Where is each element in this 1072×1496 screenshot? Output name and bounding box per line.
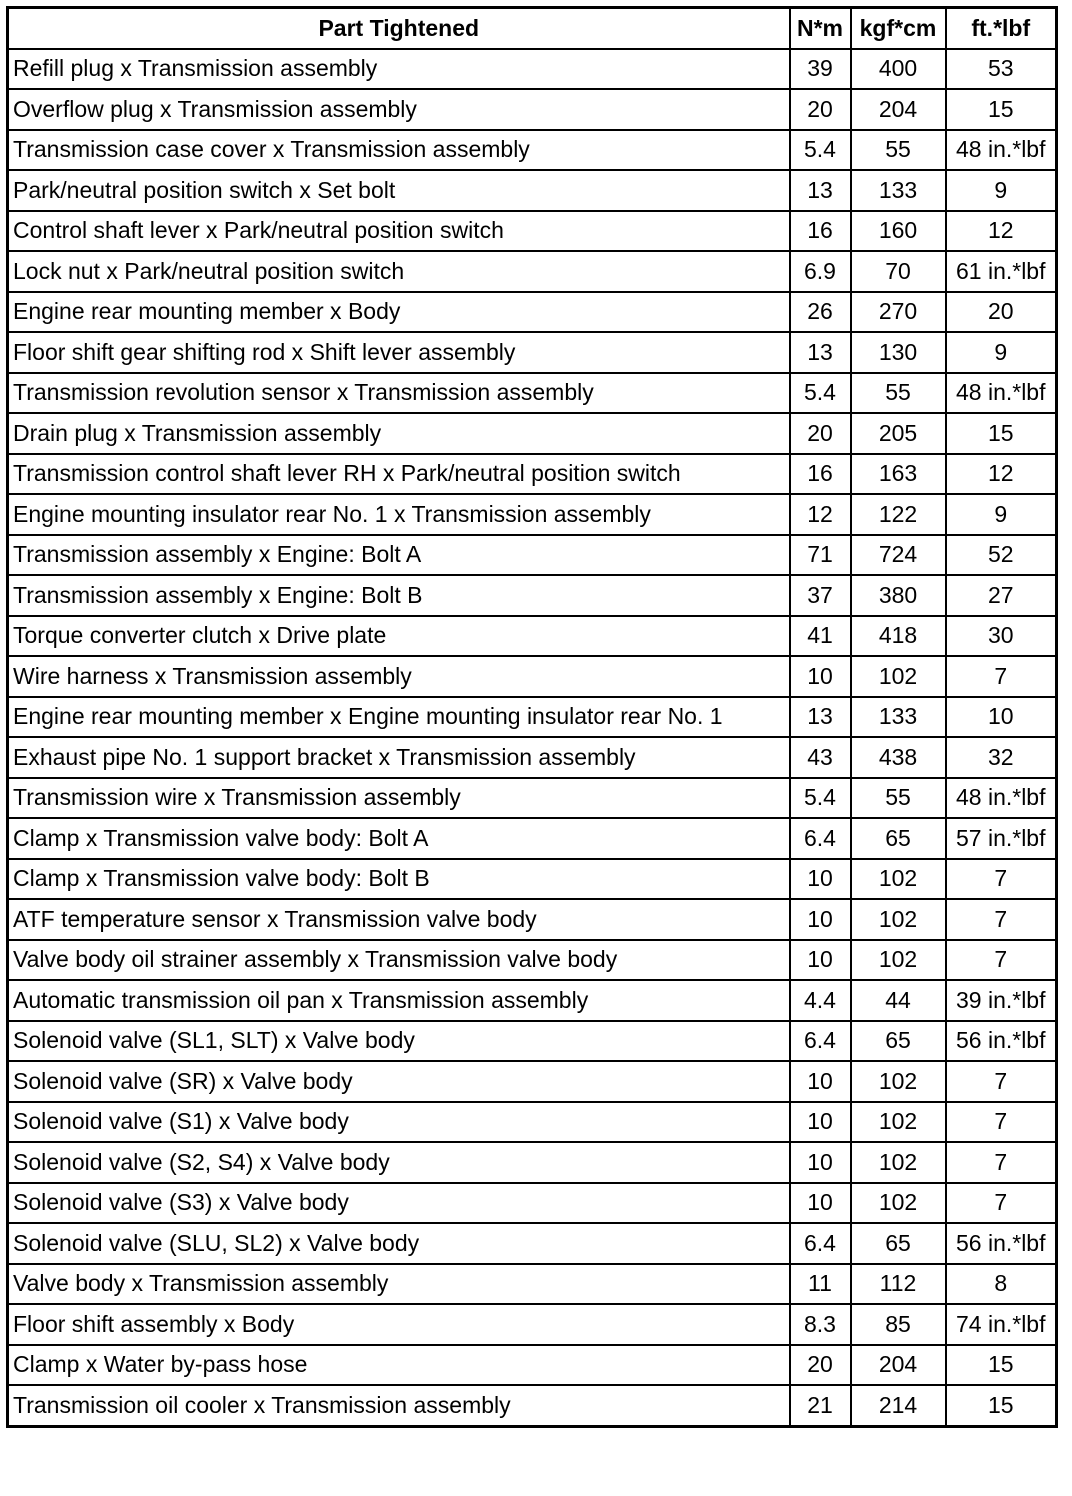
cell-kgf-cm: 102 xyxy=(851,1183,946,1224)
cell-ft-lbf: 12 xyxy=(946,454,1057,495)
cell-ft-lbf: 15 xyxy=(946,89,1057,130)
cell-ft-lbf: 32 xyxy=(946,737,1057,778)
cell-nm: 10 xyxy=(790,1183,851,1224)
cell-ft-lbf: 9 xyxy=(946,170,1057,211)
cell-kgf-cm: 65 xyxy=(851,1021,946,1062)
cell-part: Transmission assembly x Engine: Bolt A xyxy=(8,535,790,576)
table-row xyxy=(8,1304,1057,1345)
cell-part: Transmission case cover x Transmission assembly xyxy=(8,130,790,171)
cell-kgf-cm: 55 xyxy=(851,130,946,171)
cell-nm: 71 xyxy=(790,535,851,576)
cell-part: Exhaust pipe No. 1 support bracket x Transmission assembly xyxy=(8,737,790,778)
cell-ft-lbf: 8 xyxy=(946,1264,1057,1305)
table-row xyxy=(8,413,1057,454)
table-row xyxy=(8,130,1057,171)
cell-nm: 12 xyxy=(790,494,851,535)
cell-ft-lbf: 48 in.*lbf xyxy=(946,130,1057,171)
cell-nm: 10 xyxy=(790,899,851,940)
cell-ft-lbf: 61 in.*lbf xyxy=(946,251,1057,292)
cell-ft-lbf: 48 in.*lbf xyxy=(946,778,1057,819)
cell-nm: 26 xyxy=(790,292,851,333)
table-row xyxy=(8,1223,1057,1264)
cell-ft-lbf: 9 xyxy=(946,332,1057,373)
cell-nm: 6.4 xyxy=(790,818,851,859)
cell-kgf-cm: 130 xyxy=(851,332,946,373)
cell-nm: 43 xyxy=(790,737,851,778)
table-row xyxy=(8,535,1057,576)
cell-kgf-cm: 204 xyxy=(851,1345,946,1386)
cell-ft-lbf: 74 in.*lbf xyxy=(946,1304,1057,1345)
cell-part: Lock nut x Park/neutral position switch xyxy=(8,251,790,292)
cell-ft-lbf: 56 in.*lbf xyxy=(946,1021,1057,1062)
table-row xyxy=(8,89,1057,130)
cell-nm: 6.9 xyxy=(790,251,851,292)
cell-part: Solenoid valve (SL1, SLT) x Valve body xyxy=(8,1021,790,1062)
cell-part: Park/neutral position switch x Set bolt xyxy=(8,170,790,211)
cell-kgf-cm: 400 xyxy=(851,49,946,90)
table-row xyxy=(8,1102,1057,1143)
table-row xyxy=(8,1264,1057,1305)
cell-ft-lbf: 10 xyxy=(946,697,1057,738)
cell-kgf-cm: 133 xyxy=(851,170,946,211)
cell-nm: 5.4 xyxy=(790,373,851,414)
cell-nm: 5.4 xyxy=(790,778,851,819)
header-ft-lbf: ft.*lbf xyxy=(946,8,1057,49)
cell-kgf-cm: 122 xyxy=(851,494,946,535)
header-kgf-cm: kgf*cm xyxy=(851,8,946,49)
cell-nm: 6.4 xyxy=(790,1021,851,1062)
table-row xyxy=(8,1061,1057,1102)
cell-nm: 39 xyxy=(790,49,851,90)
header-newton-meter: N*m xyxy=(790,8,851,49)
cell-nm: 20 xyxy=(790,413,851,454)
cell-kgf-cm: 418 xyxy=(851,616,946,657)
cell-nm: 10 xyxy=(790,1061,851,1102)
cell-kgf-cm: 102 xyxy=(851,1102,946,1143)
cell-part: Solenoid valve (S3) x Valve body xyxy=(8,1183,790,1224)
cell-ft-lbf: 7 xyxy=(946,1183,1057,1224)
cell-nm: 11 xyxy=(790,1264,851,1305)
cell-nm: 16 xyxy=(790,211,851,252)
table-row xyxy=(8,454,1057,495)
cell-kgf-cm: 724 xyxy=(851,535,946,576)
cell-part: Clamp x Transmission valve body: Bolt A xyxy=(8,818,790,859)
cell-nm: 10 xyxy=(790,1102,851,1143)
cell-part: Solenoid valve (SLU, SL2) x Valve body xyxy=(8,1223,790,1264)
table-row xyxy=(8,859,1057,900)
table-row xyxy=(8,494,1057,535)
header-part-tightened: Part Tightened xyxy=(8,8,790,49)
cell-kgf-cm: 102 xyxy=(851,899,946,940)
cell-part: Engine rear mounting member x Engine mounting insulator rear No. 1 xyxy=(8,697,790,738)
cell-nm: 4.4 xyxy=(790,980,851,1021)
table-row xyxy=(8,656,1057,697)
cell-ft-lbf: 15 xyxy=(946,413,1057,454)
table-row xyxy=(8,899,1057,940)
cell-ft-lbf: 12 xyxy=(946,211,1057,252)
cell-ft-lbf: 56 in.*lbf xyxy=(946,1223,1057,1264)
cell-ft-lbf: 7 xyxy=(946,1142,1057,1183)
cell-kgf-cm: 65 xyxy=(851,818,946,859)
cell-part: Transmission control shaft lever RH x Park/neutral position switch xyxy=(8,454,790,495)
cell-kgf-cm: 204 xyxy=(851,89,946,130)
table-body xyxy=(8,49,1057,1427)
cell-part: Transmission wire x Transmission assembly xyxy=(8,778,790,819)
table-row xyxy=(8,616,1057,657)
table-row xyxy=(8,292,1057,333)
table-row xyxy=(8,980,1057,1021)
cell-part: Solenoid valve (S2, S4) x Valve body xyxy=(8,1142,790,1183)
cell-nm: 16 xyxy=(790,454,851,495)
cell-ft-lbf: 15 xyxy=(946,1345,1057,1386)
table-row xyxy=(8,49,1057,90)
cell-kgf-cm: 112 xyxy=(851,1264,946,1305)
cell-kgf-cm: 102 xyxy=(851,656,946,697)
cell-ft-lbf: 7 xyxy=(946,940,1057,981)
cell-kgf-cm: 160 xyxy=(851,211,946,252)
cell-nm: 6.4 xyxy=(790,1223,851,1264)
cell-ft-lbf: 7 xyxy=(946,859,1057,900)
cell-part: Wire harness x Transmission assembly xyxy=(8,656,790,697)
cell-kgf-cm: 85 xyxy=(851,1304,946,1345)
cell-part: Automatic transmission oil pan x Transmission assembly xyxy=(8,980,790,1021)
cell-ft-lbf: 52 xyxy=(946,535,1057,576)
cell-ft-lbf: 20 xyxy=(946,292,1057,333)
table-row xyxy=(8,818,1057,859)
cell-ft-lbf: 7 xyxy=(946,1102,1057,1143)
cell-ft-lbf: 30 xyxy=(946,616,1057,657)
cell-part: ATF temperature sensor x Transmission valve body xyxy=(8,899,790,940)
cell-ft-lbf: 48 in.*lbf xyxy=(946,373,1057,414)
cell-part: Refill plug x Transmission assembly xyxy=(8,49,790,90)
cell-nm: 13 xyxy=(790,697,851,738)
cell-nm: 13 xyxy=(790,332,851,373)
cell-part: Engine mounting insulator rear No. 1 x Transmission assembly xyxy=(8,494,790,535)
cell-nm: 20 xyxy=(790,89,851,130)
cell-kgf-cm: 55 xyxy=(851,373,946,414)
cell-nm: 5.4 xyxy=(790,130,851,171)
cell-part: Engine rear mounting member x Body xyxy=(8,292,790,333)
cell-part: Transmission assembly x Engine: Bolt B xyxy=(8,575,790,616)
table-row xyxy=(8,940,1057,981)
table-row xyxy=(8,778,1057,819)
cell-part: Valve body oil strainer assembly x Transmission valve body xyxy=(8,940,790,981)
table-row xyxy=(8,575,1057,616)
cell-kgf-cm: 102 xyxy=(851,940,946,981)
cell-part: Solenoid valve (SR) x Valve body xyxy=(8,1061,790,1102)
header-row xyxy=(8,8,1057,49)
cell-part: Control shaft lever x Park/neutral position switch xyxy=(8,211,790,252)
cell-part: Transmission revolution sensor x Transmission assembly xyxy=(8,373,790,414)
cell-kgf-cm: 65 xyxy=(851,1223,946,1264)
cell-kgf-cm: 44 xyxy=(851,980,946,1021)
cell-nm: 10 xyxy=(790,859,851,900)
cell-nm: 20 xyxy=(790,1345,851,1386)
cell-ft-lbf: 53 xyxy=(946,49,1057,90)
cell-nm: 13 xyxy=(790,170,851,211)
cell-kgf-cm: 55 xyxy=(851,778,946,819)
cell-kgf-cm: 102 xyxy=(851,1061,946,1102)
cell-kgf-cm: 380 xyxy=(851,575,946,616)
cell-nm: 21 xyxy=(790,1385,851,1426)
table-row xyxy=(8,1142,1057,1183)
table-row xyxy=(8,170,1057,211)
cell-part: Solenoid valve (S1) x Valve body xyxy=(8,1102,790,1143)
cell-part: Clamp x Transmission valve body: Bolt B xyxy=(8,859,790,900)
table-row xyxy=(8,1183,1057,1224)
cell-part: Floor shift assembly x Body xyxy=(8,1304,790,1345)
torque-specification-table xyxy=(6,6,1058,1428)
cell-nm: 10 xyxy=(790,940,851,981)
table-row xyxy=(8,697,1057,738)
table-row xyxy=(8,211,1057,252)
cell-kgf-cm: 438 xyxy=(851,737,946,778)
cell-part: Torque converter clutch x Drive plate xyxy=(8,616,790,657)
cell-nm: 10 xyxy=(790,1142,851,1183)
cell-kgf-cm: 102 xyxy=(851,1142,946,1183)
cell-kgf-cm: 270 xyxy=(851,292,946,333)
cell-ft-lbf: 27 xyxy=(946,575,1057,616)
table-row xyxy=(8,373,1057,414)
cell-nm: 41 xyxy=(790,616,851,657)
cell-ft-lbf: 57 in.*lbf xyxy=(946,818,1057,859)
cell-ft-lbf: 7 xyxy=(946,1061,1057,1102)
table-row xyxy=(8,1345,1057,1386)
cell-kgf-cm: 205 xyxy=(851,413,946,454)
cell-kgf-cm: 214 xyxy=(851,1385,946,1426)
table-row xyxy=(8,737,1057,778)
cell-part: Valve body x Transmission assembly xyxy=(8,1264,790,1305)
cell-ft-lbf: 7 xyxy=(946,899,1057,940)
table-row xyxy=(8,1385,1057,1426)
cell-ft-lbf: 15 xyxy=(946,1385,1057,1426)
cell-part: Transmission oil cooler x Transmission assembly xyxy=(8,1385,790,1426)
cell-part: Overflow plug x Transmission assembly xyxy=(8,89,790,130)
cell-ft-lbf: 9 xyxy=(946,494,1057,535)
cell-ft-lbf: 39 in.*lbf xyxy=(946,980,1057,1021)
cell-kgf-cm: 163 xyxy=(851,454,946,495)
cell-kgf-cm: 70 xyxy=(851,251,946,292)
table-row xyxy=(8,1021,1057,1062)
cell-kgf-cm: 102 xyxy=(851,859,946,900)
table-row xyxy=(8,332,1057,373)
cell-kgf-cm: 133 xyxy=(851,697,946,738)
cell-nm: 37 xyxy=(790,575,851,616)
table-row xyxy=(8,251,1057,292)
cell-part: Drain plug x Transmission assembly xyxy=(8,413,790,454)
cell-nm: 8.3 xyxy=(790,1304,851,1345)
cell-part: Floor shift gear shifting rod x Shift lever assembly xyxy=(8,332,790,373)
cell-ft-lbf: 7 xyxy=(946,656,1057,697)
cell-part: Clamp x Water by-pass hose xyxy=(8,1345,790,1386)
cell-nm: 10 xyxy=(790,656,851,697)
